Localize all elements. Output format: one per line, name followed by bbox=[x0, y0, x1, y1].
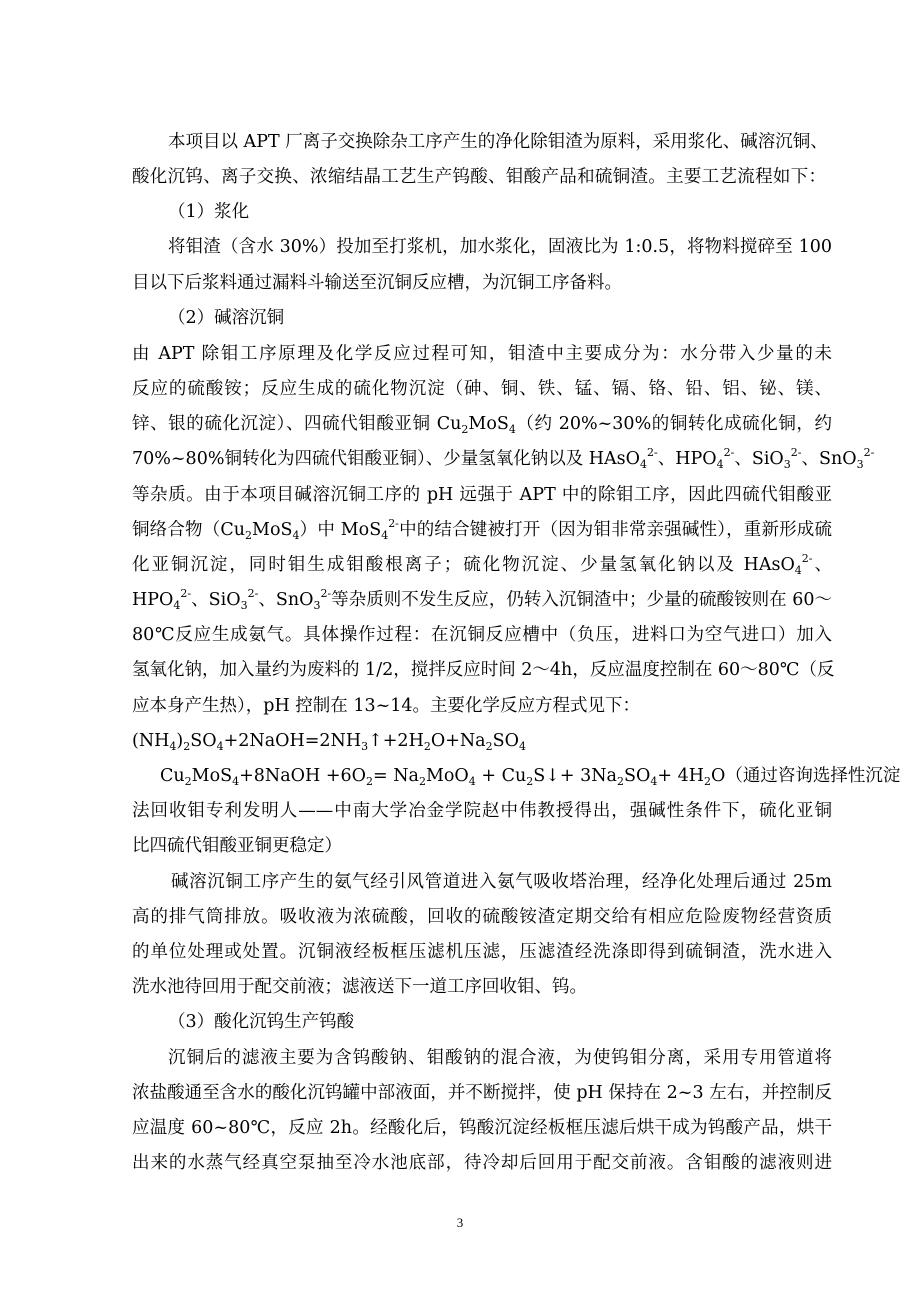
text-line: 化亚铜沉淀，同时钼生成钼酸根离子；硫化物沉淀、少量氢氧化钠以及 HAsO$_4^{2-}$、 bbox=[132, 552, 832, 577]
text-line: 本项目以 APT 厂离子交换除杂工序产生的净化除钼渣为原料，采用浆化、碱溶沉铜、 bbox=[168, 132, 828, 152]
text-line: 锌、银的硫化沉淀）、四硫代钼酸亚铜 $Cu_2MoS_4$（约 20%~30%的铜转化成硫化铜，约 bbox=[132, 414, 832, 436]
text-line: （1）浆化 bbox=[168, 202, 250, 222]
text-line: 应本身产生热），pH 控制在 13~14。主要化学反应方程式见下： bbox=[132, 696, 641, 716]
text-line: 铜络合物$(Cu_2MoS_4)$中 MoS$_4^{2-}$中的结合键被打开（因为钼非常亲强碱性），重新形成硫 bbox=[132, 517, 832, 542]
text-line: 的单位处理或处置。沉铜液经板框压滤机压滤，压滤渣经洗涤即得到硫铜渣，洗水进入 bbox=[132, 942, 832, 962]
text-line: 出来的水蒸气经真空泵抽至冷水池底部，待冷却后回用于配交前液。含钼酸的滤液则进 bbox=[132, 1153, 832, 1173]
text-line: （3）酸化沉钨生产钨酸 bbox=[168, 1012, 355, 1032]
text-line: 高的排气筒排放。吸收液为浓硫酸，回收的硫酸铵渣定期交给有相应危险废物经营资质 bbox=[132, 907, 832, 927]
text-line: $Cu_2MoS_4+8NaOH +6O_2= Na_2MoO_4$ + $Cu_2S↓+ 3Na_2SO_4+ 4H_2O$（通过咨询选择性沉淀 bbox=[160, 766, 901, 788]
text-line: 80℃反应生成氨气。具体操作过程：在沉铜反应槽中（负压，进料口为空气进口）加入 bbox=[132, 625, 832, 645]
text-line: 目以下后浆料通过漏料斗输送至沉铜反应槽，为沉铜工序备料。 bbox=[132, 273, 622, 293]
text-line: 碱溶沉铜工序产生的氨气经引风管道进入氨气吸收塔治理，经净化处理后通过 25m bbox=[171, 872, 832, 892]
text-line: 浓盐酸通至含水的酸化沉钨罐中部液面，并不断搅拌，使 pH 保持在 2~3 左右，并控制反 bbox=[132, 1083, 832, 1103]
text-line: $(NH_4)_2SO_4+2NaOH=2NH_3↑+2H_2O+Na_2SO_4$ bbox=[132, 731, 526, 753]
page-number: 3 bbox=[456, 1215, 464, 1230]
text-line: 反应的硫酸铵；反应生成的硫化物沉淀（砷、铜、铁、锰、镉、铬、铅、铝、铋、镁、 bbox=[132, 379, 832, 399]
text-line: （2）碱溶沉铜 bbox=[168, 308, 285, 328]
text-line: 等杂质。由于本项目碱溶沉铜工序的 pH 远强于 APT 中的除钼工序，因此四硫代钼酸亚 bbox=[132, 485, 832, 505]
text-line: 应温度 60~80℃，反应 2h。经酸化后，钨酸沉淀经板框压滤后烘干成为钨酸产品，烘干 bbox=[132, 1118, 832, 1138]
text-line: 洗水池待回用于配交前液；滤液送下一道工序回收钼、钨。 bbox=[132, 977, 587, 997]
text-line: 70%~80%铜转化为四硫代钼酸亚铜）、少量氢氧化钠以及 HAsO$_4^{2-}$、$HPO_4^{2-}$、SiO$_3^{2-}$、SnO$_3^{2-}$ bbox=[132, 446, 875, 471]
text-line: 沉铜后的滤液主要为含钨酸钠、钼酸钠的混合液，为使钨钼分离，采用专用管道将 bbox=[168, 1048, 832, 1068]
text-line: 将钼渣（含水 30%）投加至打浆机，加水浆化，固液比为 1:0.5，将物料搅碎至 100 bbox=[168, 237, 832, 257]
text-line: 由 APT 除钼工序原理及化学反应过程可知，钼渣中主要成分为：水分带入少量的未 bbox=[132, 344, 832, 364]
text-line: 法回收钼专利发明人——中南大学冶金学院赵中伟教授得出，强碱性条件下，硫化亚铜 bbox=[132, 801, 832, 821]
text-line: 氢氧化钠，加入量约为废料的 1/2，搅拌反应时间 2～4h，反应温度控制在 60～80℃（反 bbox=[132, 660, 835, 680]
text-line: 酸化沉钨、离子交换、浓缩结晶工艺生产钨酸、钼酸产品和硫铜渣。主要工艺流程如下： bbox=[132, 167, 826, 187]
text-line: $HPO_4^{2-}$、SiO$_3^{2-}$、SnO$_3^{2-}$等杂质则不发生反应，仍转入沉铜渣中；少量的硫酸铵则在 60～ bbox=[132, 587, 832, 612]
text-line: 比四硫代钼酸亚铜更稳定） bbox=[132, 836, 342, 856]
